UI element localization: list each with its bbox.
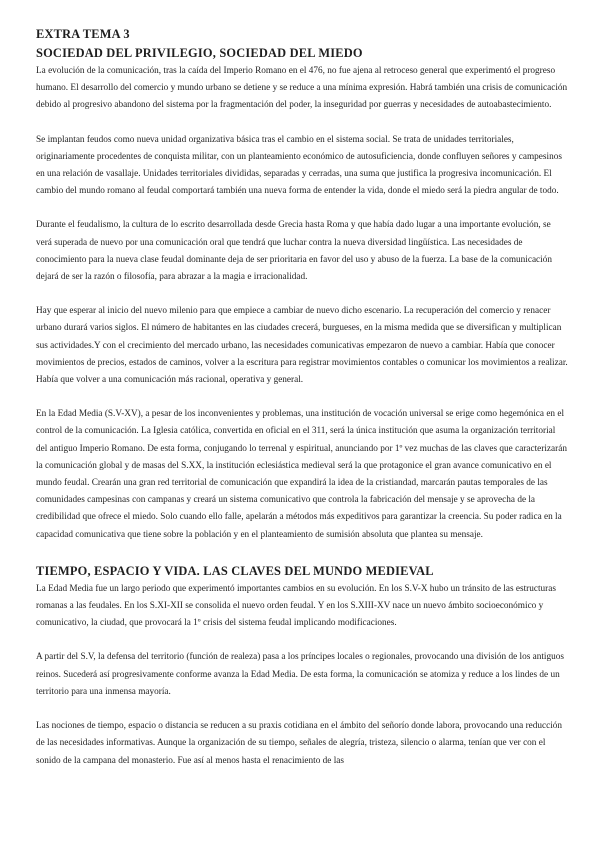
paragraph-2: Se implantan feudos como nueva unidad organizativa básica tras el cambio en el sistema social. Se trata de unidades territoriales, originariamente procedentes de conquista militar, con un planteamiento económico de autosuficiencia, donde confluyen señores y campesinos en una relación de vasallaje. Unidades territoriales divididas, separadas y cerradas, una suma que justifica la progresiva incomunicación. El cambio del mundo romano al feudal comportará también una nueva forma de entender la vida, donde el miedo será la piedra angular de todo. [36,134,562,197]
document-title: EXTRA TEMA 3 [36,27,130,41]
paragraph-3: Durante el feudalismo, la cultura de lo escrito desarrollada desde Grecia hasta Roma y que había dado lugar a una importante evolución, se verá superada de nuevo por una comunicación oral que tendrá que luchar contra la nueva diversidad lingüística. Las necesidades de conocimiento para la nueva clase feudal dominante deja de ser prioritaria en favor del uso y abuso de la fuerza. La base de la comunicación dejará de ser la razón o filosofía, para abrazar a la magia e irracionalidad. [36,220,552,283]
paragraph-6: La Edad Media fue un largo periodo que experimentó importantes cambios en su evolución. En los S.V-X hubo un tránsito de las estructuras romanas a las feudales. En los S.XI-XII se consolida el nuevo orden feudal. Y en los S.XIII-XV nace un nuevo ámbito socioeconómico y comunicativo, la ciudad, que provocará la 1º crisis del sistema feudal implicando modificaciones. [36,583,556,629]
section-heading-tiempo: TIEMPO, ESPACIO Y VIDA. LAS CLAVES DEL MUNDO MEDIEVAL [36,563,434,578]
section-heading-privilegio: SOCIEDAD DEL PRIVILEGIO, SOCIEDAD DEL MIEDO [36,46,363,60]
paragraph-4: Hay que esperar al inicio del nuevo milenio para que empiece a cambiar de nuevo dicho escenario. La recuperación del comercio y renacer urbano durará varios siglos. El número de habitantes en las ciudades crecerá, burgueses, en la misma medida que se diversifican y multiplican sus actividades.Y con el crecimiento del mercado urbano, las necesidades comunicativas empezaron de nuevo a cambiar. Había que conocer movimientos de precios, estados de caminos, volver a la escritura para registrar movimientos contables o comunicar los movimientos a realizar. Había que volver a una comunicación más racional, operativa y general. [36,306,568,386]
paragraph-7: A partir del S.V, la defensa del territorio (función de realeza) pasa a los príncipes locales o regionales, provocando una división de los antiguos reinos. Sucederá así progresivamente conforme avanza la Edad Media. De esta forma, la comunicación se atomiza y reduce a los lindes de un territorio para una inmensa mayoría. [36,652,564,697]
paragraph-5: En la Edad Media (S.V-XV), a pesar de los inconvenientes y problemas, una institución de vocación universal se erige como hegemónica en el control de la comunicación. La Iglesia católica, convertida en oficial en el 311, será la única institución que asuma la organización territorial del antiguo Imperio Romano. De esta forma, conjugando lo terrenal y espiritual, anunciando por 1º vez muchas de las claves que caracterizarán la comunicación global y de masas del S.XX, la institución eclesiástica medieval será la que protagonice el gran avance comunicativo en el mundo feudal. Crearán una gran red territorial de comunicación que expandirá la idea de la cristiandad, marcarán pautas temporales de las comunidades campesinas con campanas y creará un sistema comunicativo que controla la fabricación del mensaje y se aprovecha de la credibilidad que ofrece el miedo. Solo cuando ello falle, apelarán a métodos más expeditivos para garantizar la creencia. Su poder radica en la capacidad comunicativa que tiene sobre la población y en el planteamiento de sumisión absoluta que plantea su mensaje. [36,409,567,540]
paragraph-8: Las nociones de tiempo, espacio o distancia se reducen a su praxis cotidiana en el ámbito del señorío donde labora, provocando una reducción de las necesidades informativas. Aunque la organización de su tiempo, señales de alegría, tristeza, silencio o alarma, tenían que ver con el sonido de la campana del monasterio. Fue así al menos hasta el renacimiento de las [36,721,563,766]
document-page [36,26,568,770]
paragraph-1: La evolución de la comunicación, tras la caída del Imperio Romano en el 476, no fue ajena al retroceso general que experimentó el progreso humano. El desarrollo del comercio y mundo urbano se detiene y se reduce a una mínima expresión. Habrá también una crisis de comunicación debido al progresivo abandono del sistema por la fragmentación del poder, la inseguridad por guerras y necesidades de autoabastecimiento. [36,66,568,111]
